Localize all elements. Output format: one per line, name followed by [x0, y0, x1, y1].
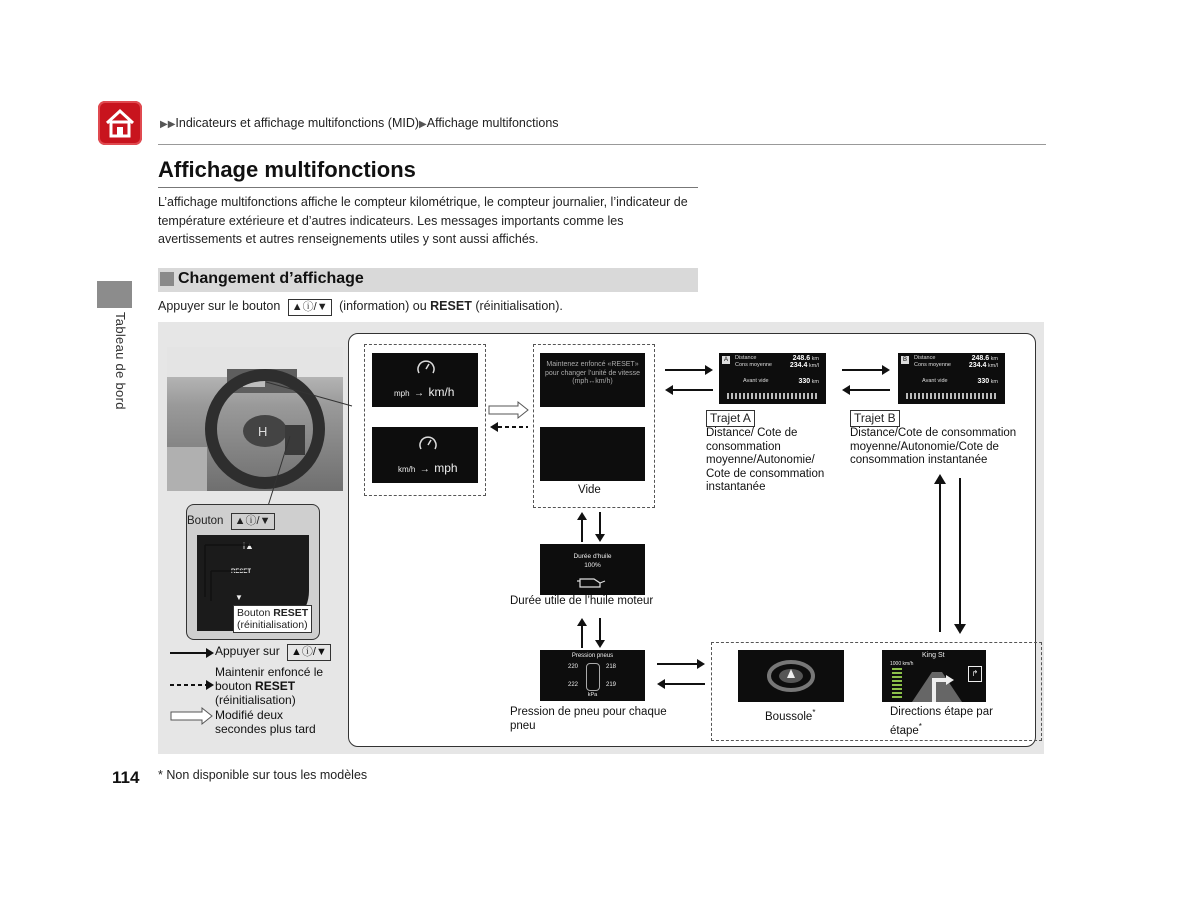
press-middle: (information) ou — [339, 299, 427, 313]
compass-screen — [738, 650, 844, 702]
unit-arrow: → — [419, 464, 430, 475]
oil-life-screen — [540, 544, 645, 595]
page-number: 114 — [112, 768, 140, 787]
reset-callout-prefix: Bouton — [237, 607, 271, 619]
home-button[interactable] — [98, 101, 142, 145]
range-value: 330 — [798, 378, 811, 385]
side-tab-label: Tableau de bord — [113, 312, 128, 410]
unit-to: km/h — [428, 385, 455, 399]
unit-screen-mph-kmh — [372, 353, 478, 407]
unit-arrow: → — [414, 388, 425, 399]
legend-press — [215, 644, 335, 661]
turn-small-icon: ↱ — [968, 666, 982, 682]
unit-from: mph — [394, 389, 410, 398]
breadcrumb-arrow-icon: ▶▶ — [160, 119, 176, 130]
flow-arrows-compass — [657, 656, 705, 692]
svg-text:H: H — [258, 424, 268, 439]
avg-unit: km/l — [987, 363, 998, 369]
consumption-bar-graph — [727, 393, 819, 399]
legend-hold-suffix: (réinitialisation) — [215, 693, 296, 707]
down-button[interactable]: ▼ — [235, 593, 243, 602]
home-icon — [98, 101, 142, 145]
side-tab-marker[interactable] — [97, 281, 132, 308]
tire-unit: kPa — [587, 692, 598, 698]
flow-arrows-unit — [488, 400, 530, 434]
unit-to: mph — [434, 461, 458, 475]
tire-fl: 220 — [568, 664, 579, 670]
breadcrumb — [160, 116, 559, 130]
range-unit: km — [811, 379, 819, 385]
info-button-key: ▲ⓘ/▼ — [231, 513, 275, 530]
unit-from: km/h — [398, 465, 416, 474]
title-divider — [158, 187, 698, 188]
callout-lines — [260, 376, 356, 516]
section-square-icon — [160, 272, 174, 286]
legend-hold-prefix: Maintenir enfoncé le bouton — [215, 665, 324, 693]
distance-value: 248.6 — [971, 355, 990, 362]
header-divider — [158, 144, 1046, 145]
distance-value: 248.6 — [792, 355, 811, 362]
trip-a-screen — [719, 353, 826, 404]
nav-distance-bar — [892, 668, 902, 698]
tire-fr: 218 — [606, 664, 617, 670]
compass-label-text: Boussole — [765, 710, 813, 723]
steering-buttons-zoom — [186, 504, 320, 640]
flow-arrows-trip-b — [842, 362, 890, 398]
button-pointers — [187, 505, 319, 639]
compass-label — [765, 706, 815, 724]
tire-pressure-screen — [540, 650, 645, 701]
range-value: 330 — [977, 378, 990, 385]
distance-label: Distance — [735, 355, 757, 361]
hold-reset-message: Maintenez enfoncé «RESET» pour changer l’unité de vitesse (mph↔km/h) — [545, 361, 640, 385]
speedometer-icon — [416, 359, 436, 375]
range-label: Avant vide — [922, 378, 948, 384]
avg-label: Cons moyenne — [735, 362, 772, 368]
trip-a-description: Distance/ Cote de consommation moyenne/Autonomie/ Cote de consommation instantanée — [706, 427, 825, 493]
info-up-button[interactable]: i▲ — [243, 541, 254, 551]
distance-unit: km — [811, 356, 819, 362]
flow-arrows-trip-a — [665, 362, 713, 398]
flow-arrows-tire — [574, 618, 608, 648]
trip-letter: A — [723, 357, 728, 363]
press-reset: RESET — [430, 299, 472, 313]
nav-note-mark: * — [918, 721, 922, 731]
press-prefix: Appuyer sur le bouton — [158, 299, 281, 313]
avg-value: 234.4 — [789, 362, 808, 369]
reset-callout-suffix: (réinitialisation) — [237, 619, 308, 631]
car-top-icon — [586, 663, 600, 691]
nav-street: King St — [922, 652, 945, 659]
empty-label: Vide — [578, 484, 601, 496]
oil-can-icon — [576, 575, 606, 589]
info-button-key: ▲ⓘ/▼ — [288, 299, 332, 316]
unit-screen-kmh-mph — [372, 427, 478, 483]
compass-note-mark: * — [812, 708, 816, 717]
intro-paragraph: L’affichage multifonctions affiche le compteur kilométrique, le compteur journalier, l’indicateur de température extérieure et d’autres indicateurs. Les messages importants comme les avertissements et autres renseignements utiles y sont aussi affichés. — [158, 195, 688, 246]
turn-by-turn-screen — [882, 650, 986, 702]
trip-b-description: Distance/Cote de consommation moyenne/Autonomie/Cote de consommation instantanée — [850, 427, 1017, 466]
reset-callout-bold: RESET — [273, 607, 309, 619]
legend-delay: Modifié deux secondes plus tard — [215, 708, 316, 736]
nav-distance: 1000 km/h — [890, 661, 914, 667]
legend-press-label: Appuyer sur — [215, 644, 280, 658]
breadcrumb-arrow-icon: ▶ — [419, 119, 427, 130]
nav-label — [890, 706, 1000, 738]
range-unit: km — [990, 379, 998, 385]
flow-arrows-oil — [574, 512, 608, 542]
trip-a-tag: Trajet A — [706, 410, 755, 427]
page-title: Affichage multifonctions — [158, 157, 416, 182]
legend-hold — [215, 665, 345, 707]
tire-rr: 219 — [606, 682, 617, 688]
turn-arrow-icon — [912, 662, 962, 702]
trip-b-screen — [898, 353, 1005, 404]
legend-arrows — [170, 644, 214, 734]
distance-label: Distance — [914, 355, 936, 361]
compass-icon — [766, 656, 816, 696]
trip-b-tag: Trajet B — [850, 410, 900, 427]
trip-letter: B — [902, 357, 907, 363]
distance-unit: km — [990, 356, 998, 362]
breadcrumb-current: Affichage multifonctions — [426, 116, 559, 130]
avg-unit: km/l — [808, 363, 819, 369]
tire-screen-title: Pression pneus — [571, 653, 614, 659]
avg-value: 234.4 — [968, 362, 987, 369]
button-label: Bouton — [187, 515, 224, 527]
reset-button[interactable]: RESET — [231, 569, 252, 575]
speedometer-icon — [418, 435, 438, 451]
press-suffix: (réinitialisation). — [475, 299, 563, 313]
nav-label-text: Directions étape par étape — [890, 706, 993, 737]
empty-screen — [540, 427, 645, 481]
range-label: Avant vide — [743, 378, 769, 384]
footnote: * Non disponible sur tous les modèles — [158, 768, 368, 782]
oil-screen-value: 100% — [584, 562, 601, 569]
tire-label: Pression de pneu pour chaque pneu — [510, 706, 667, 732]
tire-rl: 222 — [568, 682, 579, 688]
oil-label: Durée utile de l’huile moteur — [510, 595, 654, 607]
flow-arrows-trip-b-nav — [930, 474, 970, 636]
breadcrumb-link-mid[interactable]: Indicateurs et affichage multifonctions (MID) — [175, 116, 420, 130]
oil-screen-title: Durée d'huile — [573, 553, 612, 560]
avg-label: Cons moyenne — [914, 362, 951, 368]
consumption-bar-graph — [906, 393, 998, 399]
press-instruction — [158, 299, 563, 316]
legend-hold-bold: RESET — [255, 679, 296, 693]
section-title: Changement d’affichage — [178, 270, 364, 287]
legend-press-key: ▲ⓘ/▼ — [287, 644, 331, 661]
hold-reset-screen — [540, 353, 645, 407]
